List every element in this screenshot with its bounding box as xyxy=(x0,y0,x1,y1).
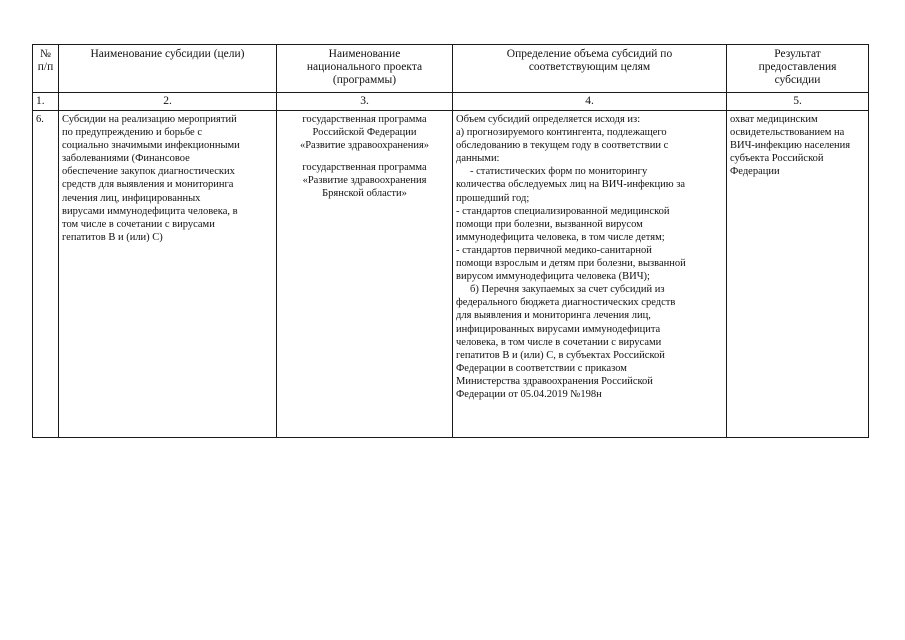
header-number: № п/п xyxy=(33,45,59,93)
column-number: 4. xyxy=(453,93,727,111)
national-project-cell: государственная программа Российской Федерации «Развитие здравоохранения» государственная программа «Развитие здравоохранения Брянской области» xyxy=(277,111,453,438)
volume-definition-cell: Объем субсидий определяется исходя из: а) прогнозируемого контингента, подлежащего обследованию в текущем году в соответствии с данными: - статистических форм по мониторингу количества обследуемых лиц на ВИЧ-инфекцию за прошедший год; - стандартов специализированной медицинской помощи при болезни, вызванной вирусом иммунодефицита человека, в том числе детям; - стандартов первичной медико-санитарной помощи взрослым и детям при болезни, вызванной вирусом иммунодефицита человека (ВИЧ); б) Перечня закупаемых за счет субсидий из федерального бюджета диагностических средств для выявления и мониторинга лечения лиц, инфицированных вирусами иммунодефицита человека, в том числе в сочетании с вирусами гепатитов В и (или) С, в субъектах Российской Федерации в соответствии с приказом Министерства здравоохранения Российской Федерации от 05.04.2019 №198н xyxy=(453,111,727,438)
table-header-row xyxy=(33,45,869,93)
header-subsidy-name: Наименование субсидии (цели) xyxy=(59,45,277,93)
header-national-project: Наименование национального проекта (программы) xyxy=(277,45,453,93)
header-volume-definition: Определение объема субсидий по соответствующим целям xyxy=(453,45,727,93)
column-number: 5. xyxy=(727,93,869,111)
subsidy-table xyxy=(32,44,869,438)
result-cell: охват медицинским освидетельствованием на ВИЧ-инфекцию населения субъекта Российской Федерации xyxy=(727,111,869,438)
column-number-row xyxy=(33,93,869,111)
subsidy-name-cell: Субсидии на реализацию мероприятий по предупреждению и борьбе с социально значимыми инфекционными заболеваниями (Финансовое обеспечение закупок диагностических средств для выявления и мониторинга лечения лиц, инфицированных вирусами иммунодефицита человека, в том числе в сочетании с вирусами гепатитов В и (или) С) xyxy=(59,111,277,438)
column-number: 1. xyxy=(33,93,59,111)
header-result: Результат предоставления субсидии xyxy=(727,45,869,93)
row-number: 6. xyxy=(33,111,59,438)
table-row xyxy=(33,111,869,438)
column-number: 3. xyxy=(277,93,453,111)
column-number: 2. xyxy=(59,93,277,111)
